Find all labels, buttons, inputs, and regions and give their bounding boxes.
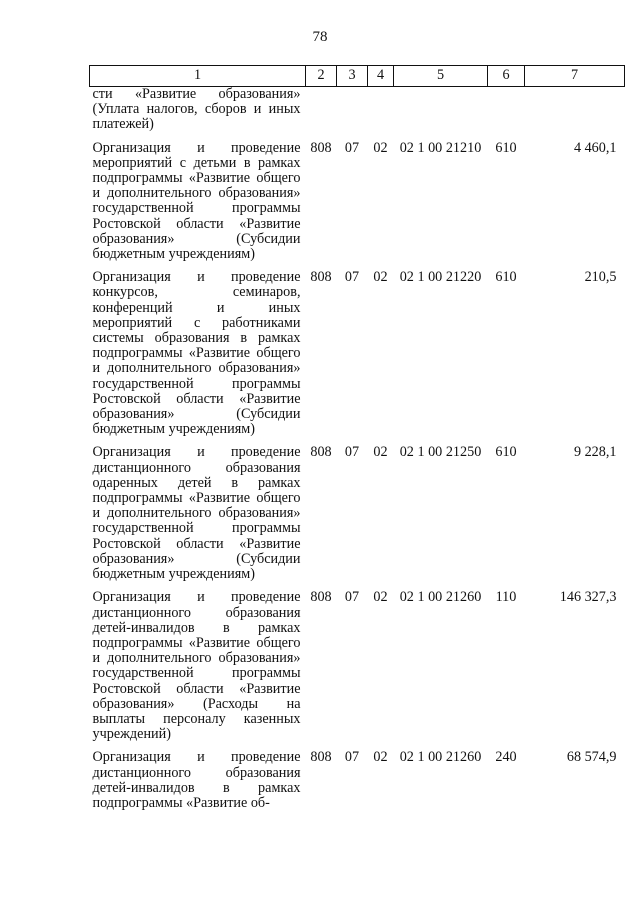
cell-amount: 68 574,9 [566, 749, 617, 766]
col-header-6: 6 [488, 66, 525, 87]
col-header-5: 5 [394, 66, 488, 87]
cell-subsection: 02 [373, 139, 388, 156]
cell-ministry: 808 [310, 589, 332, 606]
cell-ministry: 808 [310, 269, 332, 286]
header-row [90, 66, 625, 87]
cell-target-code: 02 1 00 21210 [399, 139, 482, 156]
col-header-1: 1 [90, 66, 306, 87]
cell-expense-type: 610 [495, 269, 517, 286]
cell-amount: 4 460,1 [573, 139, 617, 156]
cell-subsection: 02 [373, 589, 388, 606]
cell-subsection [368, 87, 394, 133]
table-row [90, 141, 625, 263]
row-description: Организация и проведение дистанционного образования одаренных детей в рамках подпрограммы «Развитие общего и дополнительного образования» государственной программы Ростовской области «Развитие образования» (Субсидии бюджетным учреждениям) [92, 444, 301, 583]
col-header-3: 3 [337, 66, 368, 87]
table-row [90, 590, 625, 742]
row-description: Организация и проведение дистанционного образования детей-инвалидов в рамках подпрограммы «Развитие общего и дополнительного образования» государственной программы Ростовской области «Развитие образования» (Расходы на выплаты персоналу казенных учреждений) [92, 589, 301, 743]
row-description: Организация и проведение мероприятий с детьми в рамках подпрограммы «Развитие общего и дополнительного образования» государственной программы Ростовской области «Развитие образования» (Субсидии бюджетным учреждениям) [92, 139, 301, 263]
table-row [90, 87, 625, 133]
cell-target-code: 02 1 00 21260 [399, 749, 482, 766]
col-header-4: 4 [368, 66, 394, 87]
cell-ministry: 808 [310, 444, 332, 461]
cell-amount: 146 327,3 [559, 589, 617, 606]
table-row [90, 270, 625, 437]
cell-target-code: 02 1 00 21220 [399, 269, 482, 286]
cell-section: 07 [344, 444, 360, 461]
row-description: Организация и проведение конкурсов, семинаров, конференций и иных мероприятий с работниками системы образования в рамках подпрограммы «Развитие общего и дополнительного образования» государственной программы Ростовской области «Развитие образования» (Субсидии бюджетным учреждениям) [92, 269, 301, 438]
cell-subsection: 02 [373, 444, 388, 461]
cell-expense-type: 240 [495, 749, 517, 766]
cell-expense-type: 110 [495, 589, 517, 606]
cell-target-code [394, 87, 488, 133]
table-row [90, 445, 625, 582]
cell-amount: 210,5 [584, 269, 617, 286]
row-description: Организация и проведение дистанционного образования детей-инвалидов в рамках подпрограммы «Развитие об- [92, 749, 301, 811]
cell-subsection: 02 [373, 749, 388, 766]
cell-ministry [306, 87, 337, 133]
cell-section: 07 [344, 589, 360, 606]
budget-table [89, 65, 625, 811]
table-row [90, 750, 625, 811]
col-header-7: 7 [525, 66, 625, 87]
row-description: сти «Развитие образования» (Уплата налогов, сборов и иных платежей) [92, 86, 301, 133]
cell-expense-type [488, 87, 525, 133]
cell-amount [525, 87, 625, 133]
cell-section: 07 [344, 139, 360, 156]
cell-expense-type: 610 [495, 139, 517, 156]
cell-section: 07 [344, 269, 360, 286]
page-number: 78 [312, 29, 328, 45]
cell-ministry: 808 [310, 139, 332, 156]
cell-expense-type: 610 [495, 444, 517, 461]
cell-subsection: 02 [373, 269, 388, 286]
cell-amount: 9 228,1 [573, 444, 617, 461]
cell-target-code: 02 1 00 21250 [399, 444, 482, 461]
cell-target-code: 02 1 00 21260 [399, 589, 482, 606]
cell-ministry: 808 [310, 749, 332, 766]
cell-section [337, 87, 368, 133]
cell-section: 07 [344, 749, 360, 766]
col-header-2: 2 [306, 66, 337, 87]
